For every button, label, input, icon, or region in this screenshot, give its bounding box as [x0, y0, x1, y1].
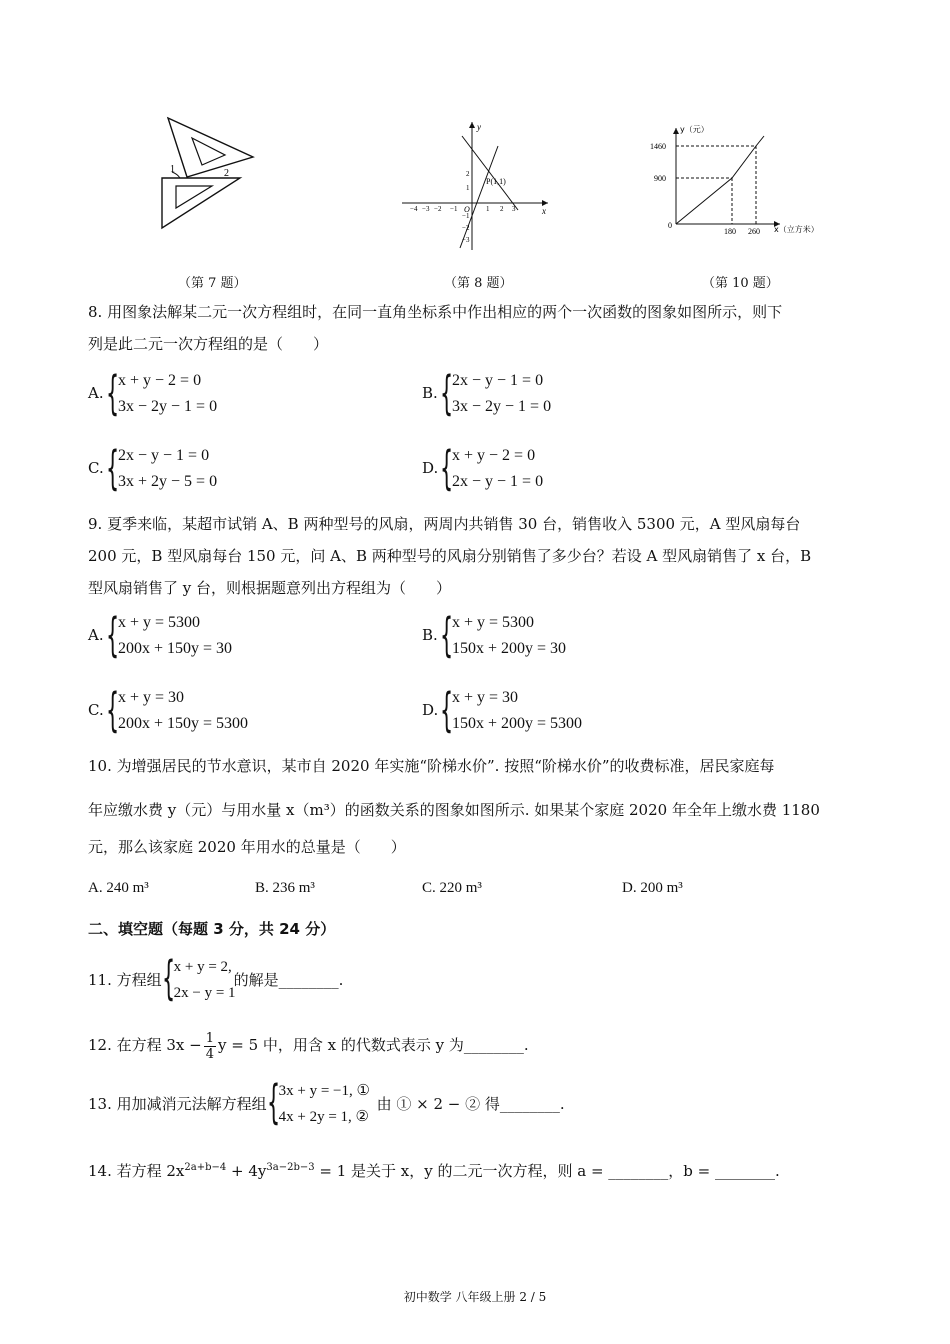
- q13-system: [266, 1075, 377, 1129]
- x-tick: 3: [512, 205, 516, 213]
- x-axis-label: x: [542, 206, 546, 216]
- brace-icon: {: [440, 366, 454, 420]
- q9-text-line3: 型风扇销售了 y 台，则根据题意列出方程组为（ ）: [88, 579, 452, 597]
- option-label: A.: [88, 384, 104, 402]
- q12-rest: y = 5 中，用含 x 的代数式表示 y 为________.: [218, 1036, 529, 1054]
- equation: x + y − 2 = 0: [118, 372, 202, 389]
- x-tick-180: 180: [724, 227, 736, 236]
- x-tick: −3: [422, 205, 430, 213]
- y-tick: −3: [462, 236, 470, 244]
- origin-label: 0: [668, 221, 672, 230]
- q10-option-c[interactable]: C. 220 m³: [422, 880, 482, 896]
- x-tick: −2: [434, 205, 442, 213]
- y-tick: 2: [466, 170, 470, 178]
- q12-prefix: 12. 在方程 3x −: [88, 1036, 202, 1054]
- caption-q10: （第 10 题）: [702, 276, 779, 291]
- equation: 2x − y − 1 = 0: [118, 447, 210, 464]
- angle-1-label: 1: [170, 164, 175, 175]
- q11-prefix: 11. 方程组: [88, 971, 162, 989]
- equation: x + y = 30: [452, 689, 519, 706]
- equation: 2x − y = 1: [173, 985, 236, 1001]
- section-heading: 二、填空题（每题 3 分，共 24 分）: [88, 920, 336, 938]
- exponent: 3a−2b−3: [266, 1162, 315, 1173]
- q12: [88, 1028, 529, 1062]
- option-label: C.: [88, 701, 104, 719]
- equation: x + y − 2 = 0: [452, 447, 536, 464]
- brace-icon: {: [161, 951, 175, 1005]
- equation: 3x − 2y − 1 = 0: [452, 398, 552, 415]
- exponent: 2a+b−4: [184, 1162, 227, 1173]
- q10-option-d[interactable]: D. 200 m³: [622, 880, 683, 896]
- x-tick: 2: [500, 205, 504, 213]
- option-label: D.: [422, 701, 439, 719]
- brace-icon: {: [440, 683, 454, 737]
- y-tick: −1: [462, 212, 470, 220]
- equation: 150x + 200y = 5300: [452, 715, 583, 732]
- figure-8-coordinate-graph: [400, 118, 555, 253]
- q8-text-line2: 列是此二元一次方程组的是（ ）: [88, 335, 329, 353]
- angle-2-label: 2: [224, 168, 229, 179]
- q13: [88, 1075, 565, 1129]
- y-tick: −2: [462, 224, 470, 232]
- equation: 3x + 2y − 5 = 0: [118, 473, 218, 490]
- q14-prefix: 14. 若方程 2x: [88, 1162, 185, 1180]
- option-label: B.: [422, 384, 438, 402]
- equation: 3x − 2y − 1 = 0: [118, 398, 218, 415]
- caption-q7: （第 7 题）: [178, 276, 247, 291]
- q10-text-line3: 元，那么该家庭 2020 年用水的总量是（ ）: [88, 838, 406, 856]
- equation: 2x − y − 1 = 0: [452, 372, 544, 389]
- q14-suffix: = 1 是关于 x，y 的二元一次方程，则 a = ________，b = ________.: [314, 1162, 780, 1180]
- y-tick-1460: 1460: [650, 142, 666, 151]
- y-axis-label: y: [477, 122, 481, 132]
- equation: 200x + 150y = 5300: [118, 715, 249, 732]
- option-label: B.: [422, 626, 438, 644]
- fraction-denominator: 4: [205, 1046, 215, 1062]
- q11: [88, 951, 344, 1005]
- option-label: A.: [88, 626, 104, 644]
- q10-text-line2: 年应缴水费 y（元）与用水量 x（m³）的函数关系的图象如图所示. 如果某个家庭 2020 年全年上缴水费 1180: [88, 801, 820, 819]
- y-tick-900: 900: [654, 174, 666, 183]
- q13-suffix: 由 ① × 2 − ② 得________.: [376, 1095, 565, 1113]
- y-axis-label: y（元）: [680, 125, 709, 134]
- equation: 3x + y = −1, ①: [278, 1083, 370, 1099]
- option-label: C.: [88, 459, 104, 477]
- q14: [88, 1158, 780, 1181]
- x-tick: −1: [450, 205, 458, 213]
- q9-text-line1: 9. 夏季来临，某超市试销 A、B 两种型号的风扇，两周内共销售 30 台，销售收入 5300 元，A 型风扇每台: [88, 515, 801, 533]
- brace-icon: {: [106, 366, 120, 420]
- q9-text-line2: 200 元，B 型风扇每台 150 元，问 A、B 两种型号的风扇分别销售了多少台？若设 A 型风扇销售了 x 台，B: [88, 547, 812, 565]
- equation: x + y = 2,: [173, 959, 232, 975]
- equation: x + y = 5300: [452, 614, 535, 631]
- q13-prefix: 13. 用加减消元法解方程组: [88, 1095, 267, 1113]
- q11-system: [161, 951, 236, 1005]
- x-tick-260: 260: [748, 227, 760, 236]
- x-axis-label: x（立方米）: [774, 225, 819, 234]
- point-p-label: P(1,1): [486, 177, 506, 186]
- fraction-numerator: 1: [205, 1030, 215, 1046]
- q14-mid: + 4y: [226, 1162, 267, 1180]
- equation: 150x + 200y = 30: [452, 640, 567, 657]
- caption-q8: （第 8 题）: [444, 276, 513, 291]
- brace-icon: {: [440, 608, 454, 662]
- equation: x + y = 5300: [118, 614, 201, 631]
- q11-suffix: 的解是________.: [233, 971, 344, 989]
- equation: x + y = 30: [118, 689, 185, 706]
- equation: 4x + 2y = 1, ②: [278, 1109, 369, 1125]
- origin-label: O: [464, 205, 470, 214]
- y-tick: 1: [466, 184, 470, 192]
- q8-text-line1: 8. 用图象法解某二元一次方程组时，在同一直角坐标系中作出相应的两个一次函数的图象如图所示，则下: [88, 303, 783, 321]
- q10-option-b[interactable]: B. 236 m³: [255, 880, 315, 896]
- brace-icon: {: [266, 1075, 280, 1129]
- figure-7-set-squares: [150, 110, 265, 235]
- brace-icon: {: [106, 608, 120, 662]
- equation: 200x + 150y = 30: [118, 640, 233, 657]
- brace-icon: {: [440, 441, 454, 495]
- fraction: [204, 1031, 216, 1062]
- option-label: D.: [422, 459, 439, 477]
- page-footer: 初中数学 八年级上册 2 / 5: [403, 1290, 547, 1304]
- figure-10-water-fee-graph: [640, 122, 830, 242]
- x-tick: 1: [486, 205, 490, 213]
- brace-icon: {: [106, 683, 120, 737]
- q10-text-line1: 10. 为增强居民的节水意识，某市自 2020 年实施“阶梯水价”. 按照“阶梯水价”的收费标准，居民家庭每: [88, 757, 775, 775]
- q10-option-a[interactable]: A. 240 m³: [88, 880, 149, 896]
- brace-icon: {: [106, 441, 120, 495]
- x-tick: −4: [410, 205, 418, 213]
- equation: 2x − y − 1 = 0: [452, 473, 544, 490]
